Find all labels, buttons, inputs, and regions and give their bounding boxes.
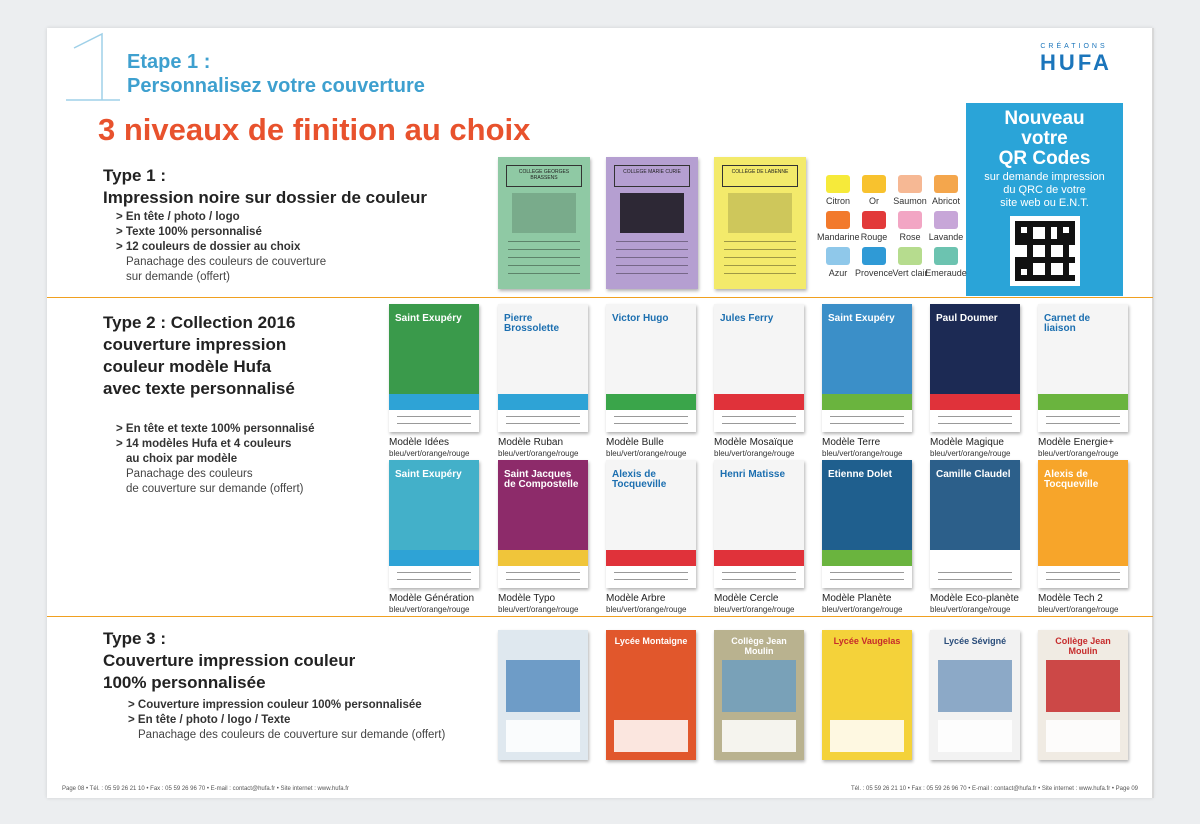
model-school-name: Victor Hugo bbox=[612, 313, 669, 324]
color-swatch bbox=[898, 211, 922, 229]
type1-cover bbox=[714, 157, 806, 289]
form-line bbox=[1046, 579, 1120, 580]
color-swatch bbox=[862, 247, 886, 265]
form-line bbox=[938, 423, 1012, 424]
cover-header-box: COLLÈGE DE LABENNE bbox=[722, 165, 798, 187]
type1-bullet: > 12 couleurs de dossier au choix bbox=[116, 241, 301, 253]
model-cover bbox=[389, 304, 479, 432]
form-line bbox=[938, 416, 1012, 417]
type2-bullet: au choix par modèle bbox=[126, 453, 238, 465]
cover-line bbox=[508, 273, 580, 274]
form-line bbox=[1046, 416, 1120, 417]
model-school-name: Saint Exupéry bbox=[395, 313, 462, 324]
cover-line bbox=[616, 241, 688, 242]
type3-cover bbox=[930, 630, 1020, 760]
type2-bullet: > 14 modèles Hufa et 4 couleurs bbox=[116, 438, 292, 450]
model-color-band bbox=[389, 550, 479, 566]
type3-bullet: > Couverture impression couleur 100% personnalisée bbox=[128, 699, 422, 711]
page-title: 3 niveaux de finition au choix bbox=[98, 112, 531, 147]
cover-line bbox=[616, 249, 688, 250]
model-color-options: bleu/vert/orange/rouge bbox=[714, 449, 795, 458]
form-line bbox=[397, 579, 471, 580]
qr-sub-line: site web ou E.N.T. bbox=[1000, 197, 1089, 209]
model-school-name: Alexis de Tocqueville bbox=[612, 469, 667, 490]
model-caption bbox=[606, 437, 711, 459]
model-name: Modèle Tech 2 bbox=[1038, 593, 1103, 604]
type3-form bbox=[506, 720, 580, 752]
step-subtitle: Personnalisez votre couverture bbox=[127, 75, 425, 97]
type3-title-line: 100% personnalisée bbox=[103, 673, 266, 692]
type3-school-name: Collège Jean Moulin bbox=[731, 636, 787, 656]
step-number-graphic bbox=[64, 30, 122, 102]
logo-tagline: CRÉATIONS bbox=[1040, 43, 1108, 50]
model-caption bbox=[822, 593, 927, 615]
cover-photo bbox=[620, 193, 684, 233]
model-cover bbox=[714, 460, 804, 588]
model-caption bbox=[389, 593, 494, 615]
cover-line bbox=[724, 257, 796, 258]
model-color-options: bleu/vert/orange/rouge bbox=[498, 605, 579, 614]
type1-bullet: > Texte 100% personnalisé bbox=[116, 226, 262, 238]
cover-line bbox=[508, 249, 580, 250]
model-form-area bbox=[389, 410, 479, 432]
color-swatch-label: Rouge bbox=[860, 232, 888, 242]
type3-cover bbox=[606, 630, 696, 760]
model-caption bbox=[1038, 437, 1143, 459]
model-school-name: Paul Doumer bbox=[936, 313, 998, 324]
type3-school-name: Lycée Vaugelas bbox=[833, 636, 901, 646]
form-line bbox=[1046, 423, 1120, 424]
model-school-name: Camille Claudel bbox=[936, 469, 1011, 480]
color-swatch bbox=[934, 175, 958, 193]
type3-photo bbox=[938, 660, 1012, 712]
model-color-options: bleu/vert/orange/rouge bbox=[930, 605, 1011, 614]
model-form-area bbox=[930, 410, 1020, 432]
color-swatch-label: Or bbox=[869, 196, 879, 206]
type2-note: de couverture sur demande (offert) bbox=[126, 483, 304, 495]
model-form-area bbox=[822, 410, 912, 432]
model-caption bbox=[930, 437, 1035, 459]
type3-form bbox=[830, 720, 904, 752]
form-line bbox=[506, 579, 580, 580]
model-cover bbox=[930, 304, 1020, 432]
model-name: Modèle Typo bbox=[498, 593, 556, 604]
form-line bbox=[722, 416, 796, 417]
model-name: Modèle Génération bbox=[389, 593, 475, 604]
model-color-band bbox=[822, 550, 912, 566]
model-form-area bbox=[822, 566, 912, 588]
qr-subtext bbox=[966, 171, 1123, 210]
type3-form bbox=[1046, 720, 1120, 752]
color-swatch-label: Provence bbox=[854, 268, 894, 278]
color-swatch bbox=[826, 247, 850, 265]
type1-cover bbox=[498, 157, 590, 289]
model-caption bbox=[1038, 593, 1143, 615]
model-color-band bbox=[1038, 550, 1128, 566]
model-color-options: bleu/vert/orange/rouge bbox=[1038, 605, 1119, 614]
cover-line bbox=[616, 265, 688, 266]
color-swatch-label: Azur bbox=[828, 268, 848, 278]
color-swatch bbox=[826, 175, 850, 193]
type1-bullet: > En tête / photo / logo bbox=[116, 211, 240, 223]
form-line bbox=[397, 572, 471, 573]
qr-promo-box bbox=[966, 103, 1123, 296]
form-line bbox=[506, 572, 580, 573]
type3-cover bbox=[498, 630, 588, 760]
qr-module bbox=[1069, 257, 1075, 263]
model-cover bbox=[389, 460, 479, 588]
model-color-band bbox=[389, 394, 479, 410]
qr-sub-line: sur demande impression bbox=[984, 171, 1105, 183]
model-name: Modèle Ruban bbox=[498, 437, 564, 448]
type3-title-line: Type 3 : bbox=[103, 629, 166, 648]
cover-line bbox=[724, 273, 796, 274]
form-line bbox=[722, 579, 796, 580]
form-line bbox=[830, 423, 904, 424]
model-color-options: bleu/vert/orange/rouge bbox=[498, 449, 579, 458]
type1-note: Panachage des couleurs de couverture bbox=[126, 256, 327, 268]
form-line bbox=[938, 579, 1012, 580]
type3-title-line: Couverture impression couleur bbox=[103, 651, 356, 670]
form-line bbox=[722, 423, 796, 424]
model-name: Modèle Magique bbox=[930, 437, 1004, 448]
form-line bbox=[1046, 572, 1120, 573]
color-swatch bbox=[934, 211, 958, 229]
type1-title: Type 1 : bbox=[103, 166, 166, 185]
model-name: Modèle Bulle bbox=[606, 437, 664, 448]
qr-headline-line: QR Codes bbox=[998, 148, 1091, 169]
footer-left: Page 08 • Tél. : 05 59 26 21 10 • Fax : 05 59 26 96 70 • E-mail : contact@hufa.fr • Site internet : www.hufa.fr bbox=[62, 786, 349, 792]
model-name: Modèle Arbre bbox=[606, 593, 666, 604]
type2-bullets bbox=[116, 422, 314, 497]
model-caption bbox=[714, 593, 819, 615]
cover-header-box: COLLEGE GEORGES BRASSENS bbox=[506, 165, 582, 187]
type3-cover bbox=[1038, 630, 1128, 760]
model-color-band bbox=[498, 394, 588, 410]
form-line bbox=[614, 416, 688, 417]
model-color-options: bleu/vert/orange/rouge bbox=[714, 605, 795, 614]
color-swatch bbox=[826, 211, 850, 229]
form-line bbox=[722, 572, 796, 573]
form-line bbox=[830, 579, 904, 580]
model-school-name: Etienne Dolet bbox=[828, 469, 892, 480]
cover-line bbox=[508, 257, 580, 258]
qr-code-icon bbox=[1010, 216, 1080, 286]
form-line bbox=[830, 416, 904, 417]
model-color-options: bleu/vert/orange/rouge bbox=[822, 449, 903, 458]
model-school-name: Jules Ferry bbox=[720, 313, 774, 324]
qr-sub-line: du QRC de votre bbox=[1003, 184, 1086, 196]
color-swatch bbox=[898, 247, 922, 265]
type3-note: Panachage des couleurs de couverture sur demande (offert) bbox=[138, 729, 446, 741]
color-swatch bbox=[862, 211, 886, 229]
qr-headline-line: Nouveau bbox=[1004, 108, 1085, 129]
color-swatch-label: Emeraude bbox=[925, 268, 967, 278]
model-cover bbox=[822, 460, 912, 588]
section-divider bbox=[47, 616, 1153, 617]
type2-title-line: couverture impression bbox=[103, 335, 287, 354]
type3-bullet: > En tête / photo / logo / Texte bbox=[128, 714, 291, 726]
page-spine bbox=[1152, 28, 1154, 798]
cover-header-box: COLLEGE MARIE CURIE bbox=[614, 165, 690, 187]
type3-school-name: Lycée Montaigne bbox=[614, 636, 688, 646]
model-cover bbox=[498, 304, 588, 432]
model-name: Modèle Planète bbox=[822, 593, 892, 604]
type2-title-line: couleur modèle Hufa bbox=[103, 357, 272, 376]
model-name: Modèle Mosaïque bbox=[714, 437, 794, 448]
type3-cover bbox=[714, 630, 804, 760]
model-color-band bbox=[822, 394, 912, 410]
model-cover bbox=[714, 304, 804, 432]
type1-subtitle: Impression noire sur dossier de couleur bbox=[103, 188, 428, 207]
color-swatch-label: Vert clair bbox=[892, 268, 928, 278]
qr-headline bbox=[966, 109, 1123, 169]
model-color-band bbox=[930, 394, 1020, 410]
cover-line bbox=[724, 265, 796, 266]
model-caption bbox=[498, 593, 603, 615]
model-form-area bbox=[1038, 410, 1128, 432]
type3-heading bbox=[103, 628, 355, 694]
model-form-area bbox=[498, 410, 588, 432]
step-title: Etape 1 : bbox=[127, 51, 211, 73]
model-school-name: Pierre Brossolette bbox=[504, 313, 560, 334]
model-form-area bbox=[606, 410, 696, 432]
color-swatch-label: Abricot bbox=[931, 196, 960, 206]
color-swatch bbox=[934, 247, 958, 265]
color-swatch bbox=[862, 175, 886, 193]
model-name: Modèle Energie+ bbox=[1038, 437, 1114, 448]
section-divider bbox=[47, 297, 1153, 298]
model-cover bbox=[606, 304, 696, 432]
model-name: Modèle Terre bbox=[822, 437, 881, 448]
model-form-area bbox=[714, 566, 804, 588]
model-school-name: Saint Jacques de Compostelle bbox=[504, 469, 579, 490]
hufa-logo: HUFA bbox=[1040, 50, 1112, 75]
model-school-name: Saint Exupéry bbox=[828, 313, 895, 324]
step-heading bbox=[127, 50, 425, 98]
type1-note: sur demande (offert) bbox=[126, 271, 230, 283]
footer-right: Tél. : 05 59 26 21 10 • Fax : 05 59 26 96 70 • E-mail : contact@hufa.fr • Site internet : www.hufa.fr • Page 09 bbox=[851, 786, 1138, 792]
model-cover bbox=[930, 460, 1020, 588]
type3-photo bbox=[1046, 660, 1120, 712]
type3-form bbox=[722, 720, 796, 752]
form-line bbox=[938, 572, 1012, 573]
qr-module bbox=[1069, 275, 1075, 281]
qr-headline-line: votre bbox=[1021, 128, 1068, 149]
color-swatch-label: Mandarine bbox=[817, 232, 860, 242]
color-swatch-label: Rose bbox=[899, 232, 921, 242]
form-line bbox=[506, 416, 580, 417]
model-color-options: bleu/vert/orange/rouge bbox=[930, 449, 1011, 458]
qr-module bbox=[1069, 239, 1075, 245]
cover-line bbox=[616, 273, 688, 274]
type3-photo bbox=[722, 660, 796, 712]
model-form-area bbox=[714, 410, 804, 432]
model-color-options: bleu/vert/orange/rouge bbox=[822, 605, 903, 614]
form-line bbox=[614, 423, 688, 424]
color-swatch-label: Saumon bbox=[893, 196, 927, 206]
form-line bbox=[830, 572, 904, 573]
model-color-band bbox=[1038, 394, 1128, 410]
model-school-name: Carnet de liaison bbox=[1044, 313, 1091, 334]
model-form-area bbox=[389, 566, 479, 588]
model-caption bbox=[714, 437, 819, 459]
model-caption bbox=[498, 437, 603, 459]
model-color-options: bleu/vert/orange/rouge bbox=[389, 605, 470, 614]
cover-photo bbox=[728, 193, 792, 233]
model-color-band bbox=[930, 550, 1020, 566]
model-name: Modèle Cercle bbox=[714, 593, 779, 604]
cover-photo bbox=[512, 193, 576, 233]
color-swatch-label: Lavande bbox=[928, 232, 964, 242]
form-line bbox=[614, 572, 688, 573]
type1-bullets bbox=[116, 210, 326, 285]
model-color-band bbox=[606, 550, 696, 566]
cover-line bbox=[724, 241, 796, 242]
model-cover bbox=[498, 460, 588, 588]
model-school-name: Alexis de Tocqueville bbox=[1044, 469, 1099, 490]
type3-photo bbox=[614, 660, 688, 712]
model-caption bbox=[822, 437, 927, 459]
type2-heading bbox=[103, 312, 295, 400]
model-color-options: bleu/vert/orange/rouge bbox=[606, 449, 687, 458]
type3-school-name: Collège Jean Moulin bbox=[1055, 636, 1111, 656]
model-caption bbox=[389, 437, 494, 459]
type2-title-line: Type 2 : Collection 2016 bbox=[103, 313, 296, 332]
model-school-name: Henri Matisse bbox=[720, 469, 786, 480]
model-cover bbox=[1038, 460, 1128, 588]
form-line bbox=[397, 416, 471, 417]
form-line bbox=[397, 423, 471, 424]
model-color-options: bleu/vert/orange/rouge bbox=[389, 449, 470, 458]
color-swatch bbox=[898, 175, 922, 193]
model-form-area bbox=[498, 566, 588, 588]
model-cover bbox=[822, 304, 912, 432]
form-line bbox=[506, 423, 580, 424]
model-form-area bbox=[930, 566, 1020, 588]
color-swatch-label: Citron bbox=[825, 196, 850, 206]
type3-photo bbox=[830, 660, 904, 712]
model-color-band bbox=[606, 394, 696, 410]
cover-line bbox=[508, 265, 580, 266]
type3-form bbox=[614, 720, 688, 752]
type1-cover bbox=[606, 157, 698, 289]
model-color-options: bleu/vert/orange/rouge bbox=[1038, 449, 1119, 458]
model-color-options: bleu/vert/orange/rouge bbox=[606, 605, 687, 614]
model-school-name: Saint Exupéry bbox=[395, 469, 462, 480]
model-form-area bbox=[1038, 566, 1128, 588]
model-form-area bbox=[606, 566, 696, 588]
type1-heading bbox=[103, 165, 427, 209]
type3-form bbox=[938, 720, 1012, 752]
model-caption bbox=[606, 593, 711, 615]
type2-bullet: > En tête et texte 100% personnalisé bbox=[116, 423, 315, 435]
type3-school-name: Lycée Sévigné bbox=[943, 636, 1007, 646]
type3-cover bbox=[822, 630, 912, 760]
model-cover bbox=[606, 460, 696, 588]
model-cover bbox=[1038, 304, 1128, 432]
type3-bullets bbox=[128, 698, 445, 743]
form-line bbox=[614, 579, 688, 580]
model-color-band bbox=[714, 394, 804, 410]
cover-line bbox=[724, 249, 796, 250]
type2-note: Panachage des couleurs bbox=[126, 468, 253, 480]
model-name: Modèle Idées bbox=[389, 437, 450, 448]
model-color-band bbox=[498, 550, 588, 566]
cover-line bbox=[616, 257, 688, 258]
model-color-band bbox=[714, 550, 804, 566]
cover-line bbox=[508, 241, 580, 242]
model-caption bbox=[930, 593, 1035, 615]
model-name: Modèle Eco-planète bbox=[930, 593, 1019, 604]
type3-photo bbox=[506, 660, 580, 712]
type2-title-line: avec texte personnalisé bbox=[103, 379, 295, 398]
